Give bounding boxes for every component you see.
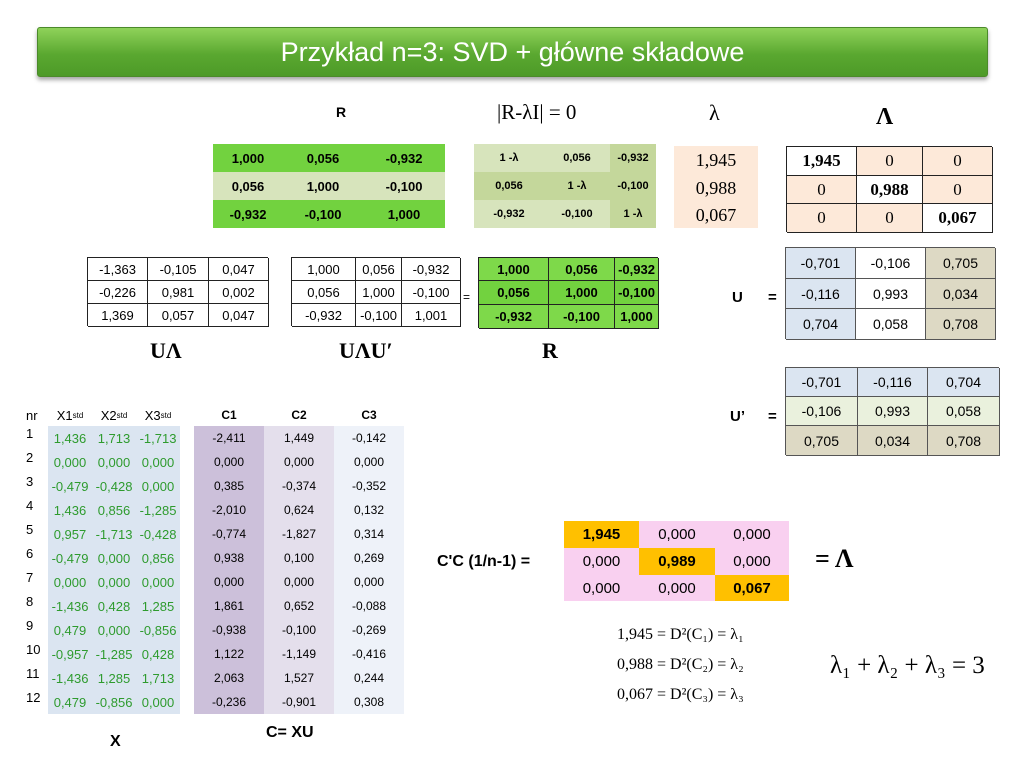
x-value: 0,856: [136, 546, 180, 570]
characteristic-equation: |R-λI| = 0: [497, 100, 577, 124]
header-x2: [92, 404, 136, 426]
spacer: [180, 474, 194, 498]
c-value: 0,100: [264, 546, 334, 570]
lambda-diagonal-cell: 0: [923, 147, 993, 176]
u-equals: =: [768, 289, 777, 306]
spacer: [180, 426, 194, 450]
u-prime-matrix-cell: 0,058: [928, 397, 1000, 426]
r-lambda-matrix-cell: -0,932: [474, 200, 544, 228]
u-prime-matrix-cell: -0,106: [786, 397, 858, 426]
row-nr: 12: [26, 690, 41, 705]
row-nr: 10: [26, 642, 41, 657]
cc-matrix-cell: 0,000: [639, 575, 715, 601]
u-matrix-cell: -0,106: [856, 248, 926, 279]
spacer: [180, 570, 194, 594]
r-matrix-cell: 0,056: [283, 144, 363, 172]
lambda-diagonal-cell: 0: [787, 176, 857, 204]
r-matrix-cell: 0,056: [213, 172, 283, 200]
u-lambda-u-prime-cell: 0,056: [292, 281, 356, 304]
u-lambda-label: UΛ: [150, 338, 182, 363]
equation-2: 0,988 = D²(C₂) = λ₂: [617, 656, 744, 673]
spacer: [180, 546, 194, 570]
header-c1: C1: [221, 408, 237, 422]
cc-matrix-cell: 0,067: [715, 575, 789, 601]
c-value: -0,269: [334, 618, 404, 642]
c-value: 0,938: [194, 546, 264, 570]
c-value: 1,527: [264, 666, 334, 690]
row-nr: 8: [26, 594, 34, 609]
c-value: 0,132: [334, 498, 404, 522]
cc-matrix-cell: 0,989: [639, 548, 715, 575]
r-lambda-matrix-cell: 0,056: [544, 144, 610, 172]
c-value: 1,449: [264, 426, 334, 450]
u-lambda-u-prime-cell: 1,001: [402, 304, 461, 327]
c-value: -0,901: [264, 690, 334, 714]
x-value: 0,428: [92, 594, 136, 618]
c-value: 0,308: [334, 690, 404, 714]
lambda-diagonal-cell: 0: [923, 176, 993, 204]
u-prime-label: U’: [730, 408, 745, 425]
r-matrix-cell: -0,100: [283, 200, 363, 228]
r-lambda-matrix: [474, 144, 656, 228]
x-value: 0,856: [92, 498, 136, 522]
u-label: U: [732, 289, 743, 306]
lambda-value: 1,945: [695, 149, 737, 170]
header-x-sub: std: [160, 410, 172, 420]
x-value: -0,428: [92, 474, 136, 498]
u-lambda-cell: 1,369: [88, 304, 148, 327]
u-prime-matrix-cell: 0,705: [786, 426, 858, 456]
u-lambda-cell: 0,047: [209, 258, 269, 281]
u-lambda-u-prime-cell: -0,932: [402, 258, 461, 281]
header-c2: C2: [291, 408, 307, 422]
u-prime-equals: =: [768, 408, 777, 425]
r-lambda-matrix-cell: -0,100: [544, 200, 610, 228]
r-lambda-matrix-cell: -0,932: [610, 144, 656, 172]
x-value: -0,428: [136, 522, 180, 546]
cc-matrix-cell: 0,000: [639, 521, 715, 548]
lambda-value: 0,067: [695, 204, 737, 225]
u-lambda-matrix: [87, 257, 268, 326]
x-value: -0,479: [48, 474, 92, 498]
u-lambda-u-prime-cell: -0,100: [356, 304, 402, 327]
spacer: [180, 498, 194, 522]
spacer: [180, 404, 194, 426]
lambda-value: 0,988: [695, 177, 737, 198]
c-value: -0,416: [334, 642, 404, 666]
r-matrix-cell: -0,100: [363, 172, 445, 200]
x-value: 0,000: [48, 570, 92, 594]
lambda-label: λ: [709, 100, 720, 125]
spacer: [180, 666, 194, 690]
r-matrix-cell: 1,000: [363, 200, 445, 228]
x-value: 0,479: [48, 690, 92, 714]
cc-matrix-cell: 0,000: [564, 548, 639, 575]
c-value: 0,000: [194, 570, 264, 594]
x-value: 1,713: [92, 426, 136, 450]
x-value: 0,000: [92, 450, 136, 474]
u-lambda-cell: 0,002: [209, 281, 269, 304]
row-nr: 6: [26, 546, 34, 561]
c-value: 0,385: [194, 474, 264, 498]
cc-label: C'C (1/n-1) =: [437, 553, 531, 570]
u-prime-matrix-cell: 0,704: [928, 368, 1000, 397]
r-lambda-matrix-cell: 1 -λ: [544, 172, 610, 200]
c-value: -0,236: [194, 690, 264, 714]
c-value: 0,000: [264, 450, 334, 474]
header-c3: C3: [361, 408, 377, 422]
header-x-sub: std: [72, 410, 84, 420]
cc-matrix: [564, 521, 789, 601]
x-value: 0,000: [136, 690, 180, 714]
header-x-sub: std: [116, 410, 128, 420]
spacer: [180, 450, 194, 474]
x-value: -1,713: [136, 426, 180, 450]
u-lambda-u-prime-cell: -0,932: [292, 304, 356, 327]
r-result-cell: 1,000: [549, 281, 615, 305]
spacer: [180, 642, 194, 666]
row-nr: 4: [26, 498, 34, 513]
capital-lambda-label: Λ: [876, 104, 894, 130]
r-lambda-matrix-cell: -0,100: [610, 172, 656, 200]
x-value: -0,957: [48, 642, 92, 666]
x-value: 1,436: [48, 498, 92, 522]
lambda-diagonal-cell: 0,067: [923, 204, 993, 233]
r-matrix-cell: -0,932: [213, 200, 283, 228]
r-matrix-label: R: [336, 104, 347, 120]
r-result-cell: 0,056: [479, 281, 549, 305]
u-lambda-u-prime-matrix: [291, 257, 460, 326]
cc-matrix-cell: 0,000: [715, 548, 789, 575]
c-value: 0,624: [264, 498, 334, 522]
c-value: 1,122: [194, 642, 264, 666]
row-nr: 3: [26, 474, 34, 489]
header-x-text: X1: [56, 407, 73, 423]
c-equals-xu-label: C= XU: [266, 724, 314, 741]
page-title: Przykład n=3: SVD + główne składowe: [37, 27, 988, 77]
r-result-label: R: [542, 338, 558, 363]
x-value: -1,285: [92, 642, 136, 666]
cc-matrix-cell: 1,945: [564, 521, 639, 548]
u-lambda-cell: 0,981: [148, 281, 209, 304]
r-result-cell: -0,932: [479, 305, 549, 329]
c-value: -1,149: [264, 642, 334, 666]
x-value: -1,436: [48, 666, 92, 690]
c-value: 0,000: [334, 450, 404, 474]
c-value: -0,088: [334, 594, 404, 618]
c-value: -0,352: [334, 474, 404, 498]
row-nr: 1: [26, 426, 34, 441]
r-matrix-cell: 1,000: [213, 144, 283, 172]
lambda-diagonal-matrix: [786, 146, 992, 232]
spacer: [180, 618, 194, 642]
x-value: -0,479: [48, 546, 92, 570]
x-value: 0,000: [92, 570, 136, 594]
u-lambda-cell: -0,105: [148, 258, 209, 281]
c-value: -1,827: [264, 522, 334, 546]
u-lambda-cell: -0,226: [88, 281, 148, 304]
r-result-cell: -0,100: [615, 281, 659, 305]
x-value: 0,957: [48, 522, 92, 546]
x-value: 0,000: [136, 450, 180, 474]
c-value: 1,861: [194, 594, 264, 618]
u-lambda-u-prime-cell: -0,100: [402, 281, 461, 304]
u-prime-matrix-cell: 0,708: [928, 426, 1000, 456]
cc-matrix-cell: 0,000: [564, 575, 639, 601]
u-lambda-u-prime-cell: 1,000: [356, 281, 402, 304]
u-matrix-cell: -0,701: [786, 248, 856, 279]
u-lambda-u-prime-cell: 0,056: [356, 258, 402, 281]
row-nr: 2: [26, 450, 34, 465]
lambda-diagonal-cell: 0,988: [857, 176, 923, 204]
equals-lambda: [815, 544, 854, 574]
c-value: 0,314: [334, 522, 404, 546]
u-lambda-u-prime-label: UΛU′: [339, 338, 393, 363]
r-result-cell: 1,000: [479, 258, 549, 281]
u-matrix-cell: 0,708: [926, 309, 996, 340]
equation-1: 1,945 = D²(C₁) = λ₁: [617, 626, 744, 643]
equals-lambda-text: = Λ: [815, 544, 854, 573]
x-value: 1,713: [136, 666, 180, 690]
c-value: 0,000: [194, 450, 264, 474]
c-value: 0,244: [334, 666, 404, 690]
spacer: [180, 522, 194, 546]
r-result-cell: 0,056: [549, 258, 615, 281]
lambda-diagonal-cell: 1,945: [787, 147, 857, 176]
u-lambda-cell: 0,047: [209, 304, 269, 327]
x-value: 0,479: [48, 618, 92, 642]
c-value: -0,374: [264, 474, 334, 498]
c-value: -0,142: [334, 426, 404, 450]
x-value: -0,856: [136, 618, 180, 642]
c-value: 0,000: [334, 570, 404, 594]
c-value: 0,269: [334, 546, 404, 570]
u-matrix: [785, 247, 995, 339]
x-matrix-label: X: [110, 733, 121, 750]
u-matrix-cell: 0,705: [926, 248, 996, 279]
spacer: [180, 594, 194, 618]
r-result-cell: 1,000: [615, 305, 659, 329]
u-prime-matrix-cell: -0,116: [858, 368, 928, 397]
row-nr: 5: [26, 522, 34, 537]
u-matrix-cell: 0,058: [856, 309, 926, 340]
header-x-text: X2: [100, 407, 117, 423]
r-lambda-matrix-cell: 0,056: [474, 172, 544, 200]
lambda-diagonal-cell: 0: [857, 204, 923, 233]
x-value: 0,000: [136, 474, 180, 498]
row-nr: 7: [26, 570, 34, 585]
x-value: -1,713: [92, 522, 136, 546]
r-result-cell: -0,100: [549, 305, 615, 329]
u-prime-matrix: [785, 367, 999, 455]
u-prime-matrix-cell: 0,034: [858, 426, 928, 456]
u-lambda-cell: -1,363: [88, 258, 148, 281]
u-lambda-u-prime-cell: 1,000: [292, 258, 356, 281]
x-value: 0,428: [136, 642, 180, 666]
u-matrix-cell: 0,034: [926, 279, 996, 309]
x-value: -1,285: [136, 498, 180, 522]
data-table: [26, 404, 406, 722]
c-value: -2,010: [194, 498, 264, 522]
r-matrix-cell: -0,932: [363, 144, 445, 172]
sum-equation: λ₁ + λ₂ + λ₃ = 3: [830, 652, 985, 679]
u-prime-matrix-cell: 0,993: [858, 397, 928, 426]
lambda-diagonal-cell: 0: [787, 204, 857, 233]
row-nr: 9: [26, 618, 34, 633]
equation-3: 0,067 = D²(C₃) = λ₃: [617, 686, 744, 703]
equals-sign: =: [463, 290, 471, 304]
r-result-matrix: [478, 257, 658, 328]
header-nr: nr: [26, 407, 38, 423]
u-prime-matrix-cell: -0,701: [786, 368, 858, 397]
row-nr: 11: [26, 666, 40, 681]
c-value: -0,938: [194, 618, 264, 642]
header-x1: [48, 404, 92, 426]
x-value: 0,000: [92, 618, 136, 642]
c-value: -2,411: [194, 426, 264, 450]
x-value: 1,436: [48, 426, 92, 450]
c-value: 2,063: [194, 666, 264, 690]
u-matrix-cell: 0,993: [856, 279, 926, 309]
x-value: 1,285: [136, 594, 180, 618]
spacer: [180, 690, 194, 714]
r-lambda-matrix-cell: 1 -λ: [610, 200, 656, 228]
x-value: 1,285: [92, 666, 136, 690]
u-lambda-cell: 0,057: [148, 304, 209, 327]
c-value: -0,100: [264, 618, 334, 642]
r-lambda-matrix-cell: 1 -λ: [474, 144, 544, 172]
c-value: 0,000: [264, 570, 334, 594]
c-value: -0,774: [194, 522, 264, 546]
x-value: 0,000: [136, 570, 180, 594]
header-x3: [136, 404, 180, 426]
r-matrix-cell: 1,000: [283, 172, 363, 200]
c-value: 0,652: [264, 594, 334, 618]
u-matrix-cell: -0,116: [786, 279, 856, 309]
x-value: -0,856: [92, 690, 136, 714]
r-matrix: [213, 144, 445, 228]
header-x-text: X3: [144, 407, 161, 423]
r-result-cell: -0,932: [615, 258, 659, 281]
u-matrix-cell: 0,704: [786, 309, 856, 340]
lambda-diagonal-cell: 0: [857, 147, 923, 176]
x-value: 0,000: [92, 546, 136, 570]
x-value: -1,436: [48, 594, 92, 618]
x-value: 0,000: [48, 450, 92, 474]
lambda-values: [674, 146, 758, 228]
cc-matrix-cell: 0,000: [715, 521, 789, 548]
